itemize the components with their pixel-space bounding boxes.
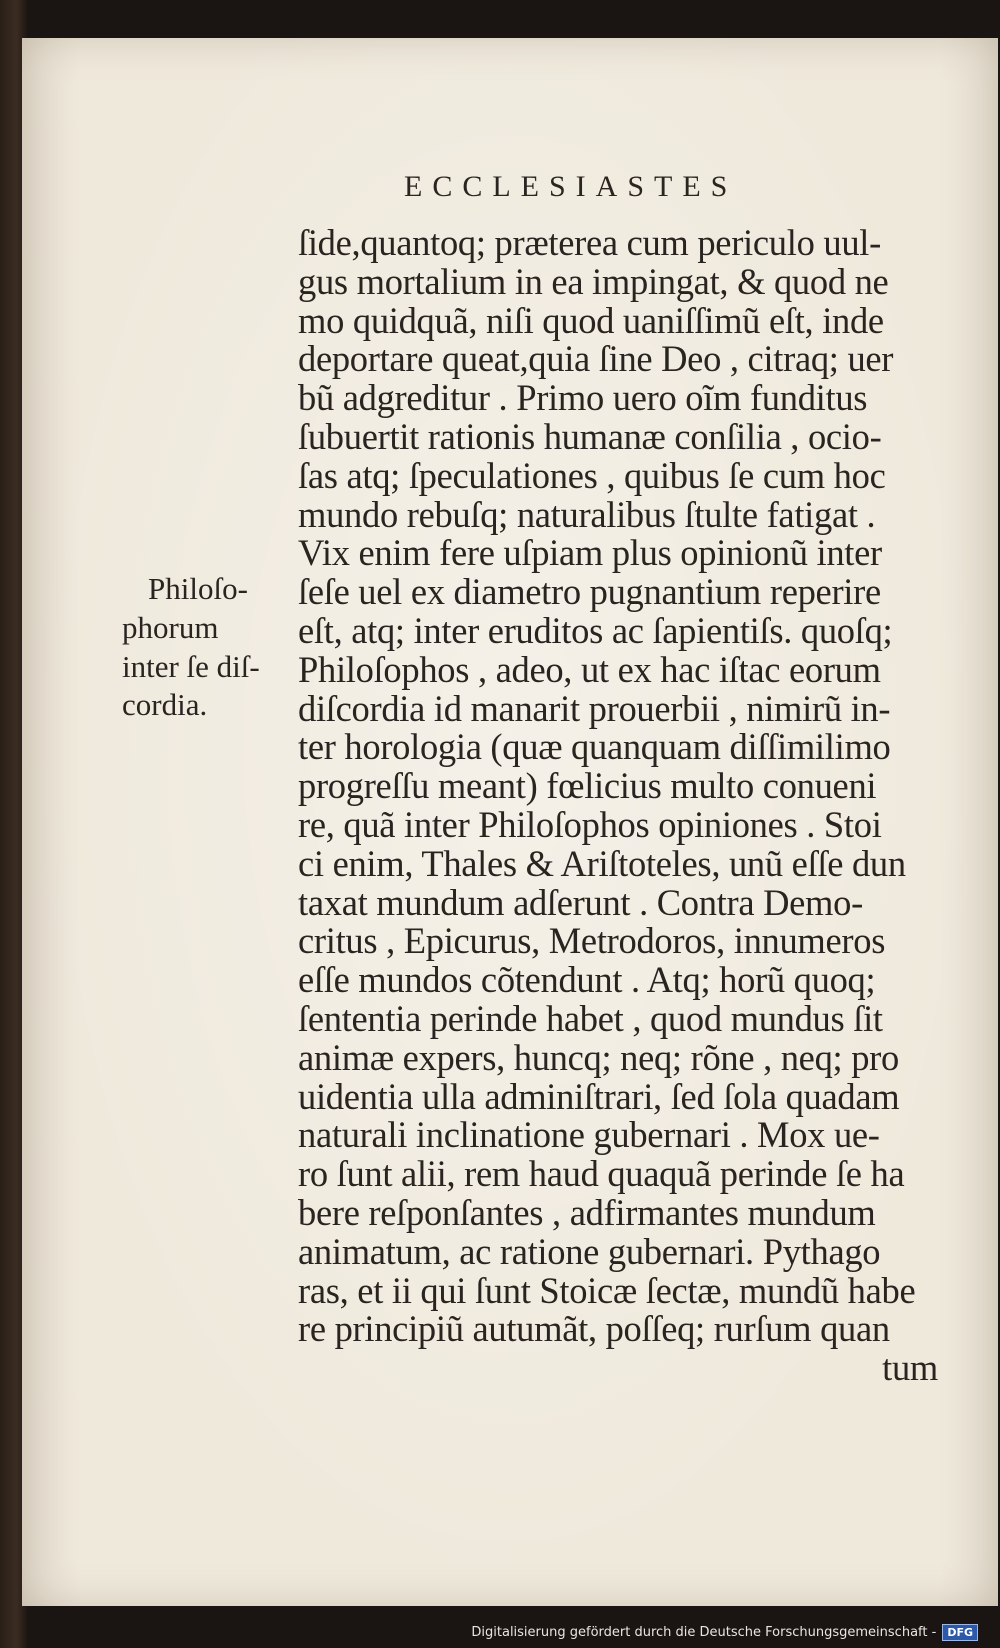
- text-line: mo quidquã, niſi quod uaniſſimũ eſt, inde: [298, 299, 884, 341]
- dfg-logo: DFG: [942, 1624, 978, 1641]
- book-page: [22, 38, 998, 1606]
- catchword: tum: [882, 1347, 938, 1389]
- marginal-note-line: cordia.: [122, 687, 208, 723]
- text-line: Vix enim fere uſpiam plus opinionũ inter: [298, 532, 882, 574]
- text-line: critus , Epicurus, Metrodoros, innumeros: [298, 920, 886, 962]
- text-line: animatum, ac ratione gubernari. Pythago: [298, 1230, 881, 1272]
- text-line: bũ adgreditur . Primo uero oĩm funditus: [298, 377, 868, 419]
- text-line: mundo rebuſq; naturalibus ſtulte fatigat .: [298, 493, 876, 535]
- text-line: naturali inclinatione gubernari . Mox ue-: [298, 1114, 880, 1156]
- text-line: diſcordia id manarit prouerbii , nimirũ in-: [298, 687, 891, 729]
- text-line: eſt, atq; inter eruditos ac ſapientiſs. quoſq;: [298, 609, 893, 651]
- credit-text: Digitalisierung gefördert durch die Deutsche Forschungsgemeinschaft -: [471, 1625, 937, 1640]
- text-line: progreſſu meant) fœlicius multo conueni: [298, 765, 877, 807]
- text-line: animæ expers, huncq; neq; rõne , neq; pro: [298, 1036, 899, 1078]
- running-head: ECCLESIASTES: [404, 170, 738, 203]
- text-line: ras, et ii qui ſunt Stoicæ ſectæ, mundũ habe: [298, 1269, 916, 1311]
- text-line: Philoſophos , adeo, ut ex hac iſtac eorum: [298, 648, 881, 690]
- text-line: ro ſunt alii, rem haud quaquã perinde ſe ha: [298, 1153, 905, 1195]
- text-line: taxat mundum adſerunt . Contra Demo-: [298, 881, 863, 923]
- text-line: re principiũ autumãt, poſſeq; rurſum quan: [298, 1308, 890, 1350]
- text-line: ci enim, Thales & Ariſtoteles, unũ eſſe dun: [298, 842, 906, 884]
- text-line: bere reſponſantes , adfirmantes mundum: [298, 1191, 876, 1233]
- text-line: gus mortalium in ea impingat, & quod ne: [298, 260, 889, 302]
- marginal-note-line: inter ſe diſ-: [122, 648, 260, 684]
- text-line: deportare queat,quia ſine Deo , citraq; uer: [298, 338, 894, 380]
- main-text-block: [298, 224, 938, 1388]
- text-line: ſubuertit rationis humanæ conſilia , ocio-: [298, 415, 882, 457]
- text-line: uidentia ulla adminiſtrari, ſed ſola quadam: [298, 1075, 900, 1117]
- text-line: ſide,quantoq; præterea cum periculo uul-: [298, 222, 881, 263]
- text-line: ter horologia (quæ quanquam diſſimilimo: [298, 726, 891, 768]
- text-line: re, quã inter Philoſophos opiniones . Stoi: [298, 803, 882, 845]
- text-line: ſas atq; ſpeculationes , quibus ſe cum hoc: [298, 454, 886, 496]
- marginal-note-line: Philoſo-: [148, 571, 248, 606]
- digitization-credit: [471, 1624, 978, 1641]
- text-line: ſententia perinde habet , quod mundus ſit: [298, 997, 883, 1039]
- text-line: eſſe mundos cõtendunt . Atq; horũ quoq;: [298, 959, 876, 1001]
- marginal-note-line: phorum: [122, 609, 219, 645]
- text-line: ſeſe uel ex diametro pugnantium reperire: [298, 571, 881, 613]
- marginal-note: [122, 570, 292, 725]
